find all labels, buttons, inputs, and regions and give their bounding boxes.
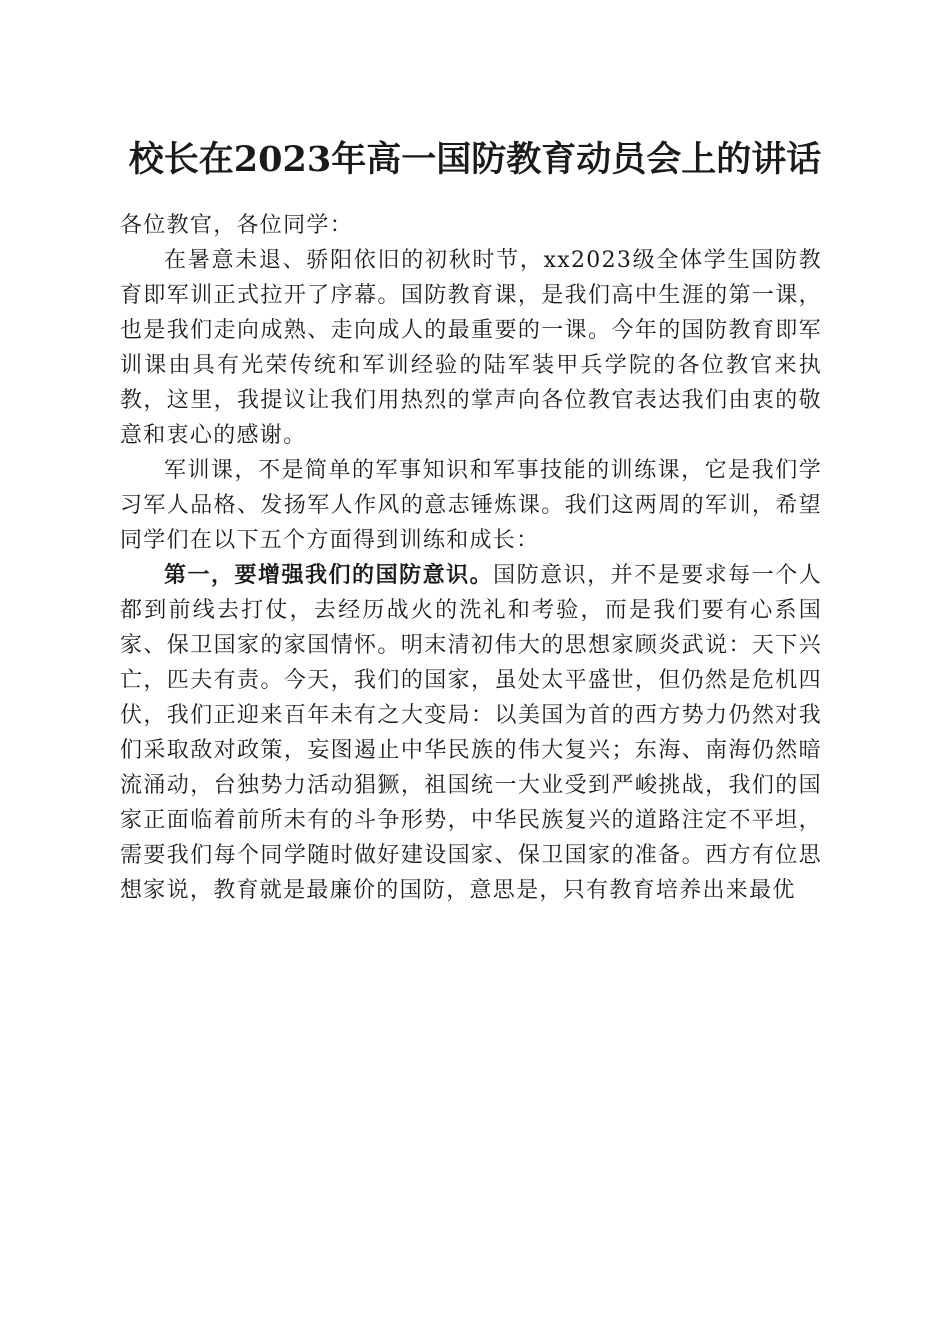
document-title: 校长在2023年高一国防教育动员会上的讲话: [128, 139, 822, 180]
document-body: [120, 208, 822, 908]
paragraph-point-one: [120, 558, 822, 908]
paragraph-text: 军训课，不是简单的军事知识和军事技能的训练课，它是我们学习军人品格、发扬军人作风的意志锤炼课。我们这两周的军训，希望同学们在以下五个方面得到训练和成长：: [120, 458, 822, 553]
paragraph-text: 在暑意未退、骄阳依旧的初秋时节，xx2023级全体学生国防教育即军训正式拉开了序幕。国防教育课，是我们高中生涯的第一课，也是我们走向成熟、走向成人的最重要的一课。今年的国防教育即军训课由具有光荣传统和军训经验的陆军装甲兵学院的各位教官来执教，这里，我提议让我们用热烈的掌声向各位教官表达我们由衷的敬意和衷心的感谢。: [120, 248, 822, 448]
paragraph-lead-heading: 第一，要增强我们的国防意识。: [164, 562, 494, 588]
paragraph-military-training: [120, 453, 822, 558]
paragraph-opening: [120, 243, 822, 453]
paragraph-text: 国防意识，并不是要求每一个人都到前线去打仗，去经历战火的洗礼和考验，而是我们要有心系国家、保卫国家的家国情怀。明末清初伟大的思想家顾炎武说：天下兴亡，匹夫有责。今天，我们的国家，虽处太平盛世，但仍然是危机四伏，我们正迎来百年未有之大变局：以美国为首的西方势力仍然对我们采取敌对政策，妄图遏止中华民族的伟大复兴；东海、南海仍然暗流涌动，台独势力活动猖獗，祖国统一大业受到严峻挑战，我们的国家正面临着前所未有的斗争形势，中华民族复兴的道路注定不平坦，需要我们每个同学随时做好建设国家、保卫国家的准备。西方有位思想家说，教育就是最廉价的国防，意思是，只有教育培养出来最优: [120, 563, 823, 903]
greeting-line: 各位教官，各位同学：: [120, 213, 354, 238]
